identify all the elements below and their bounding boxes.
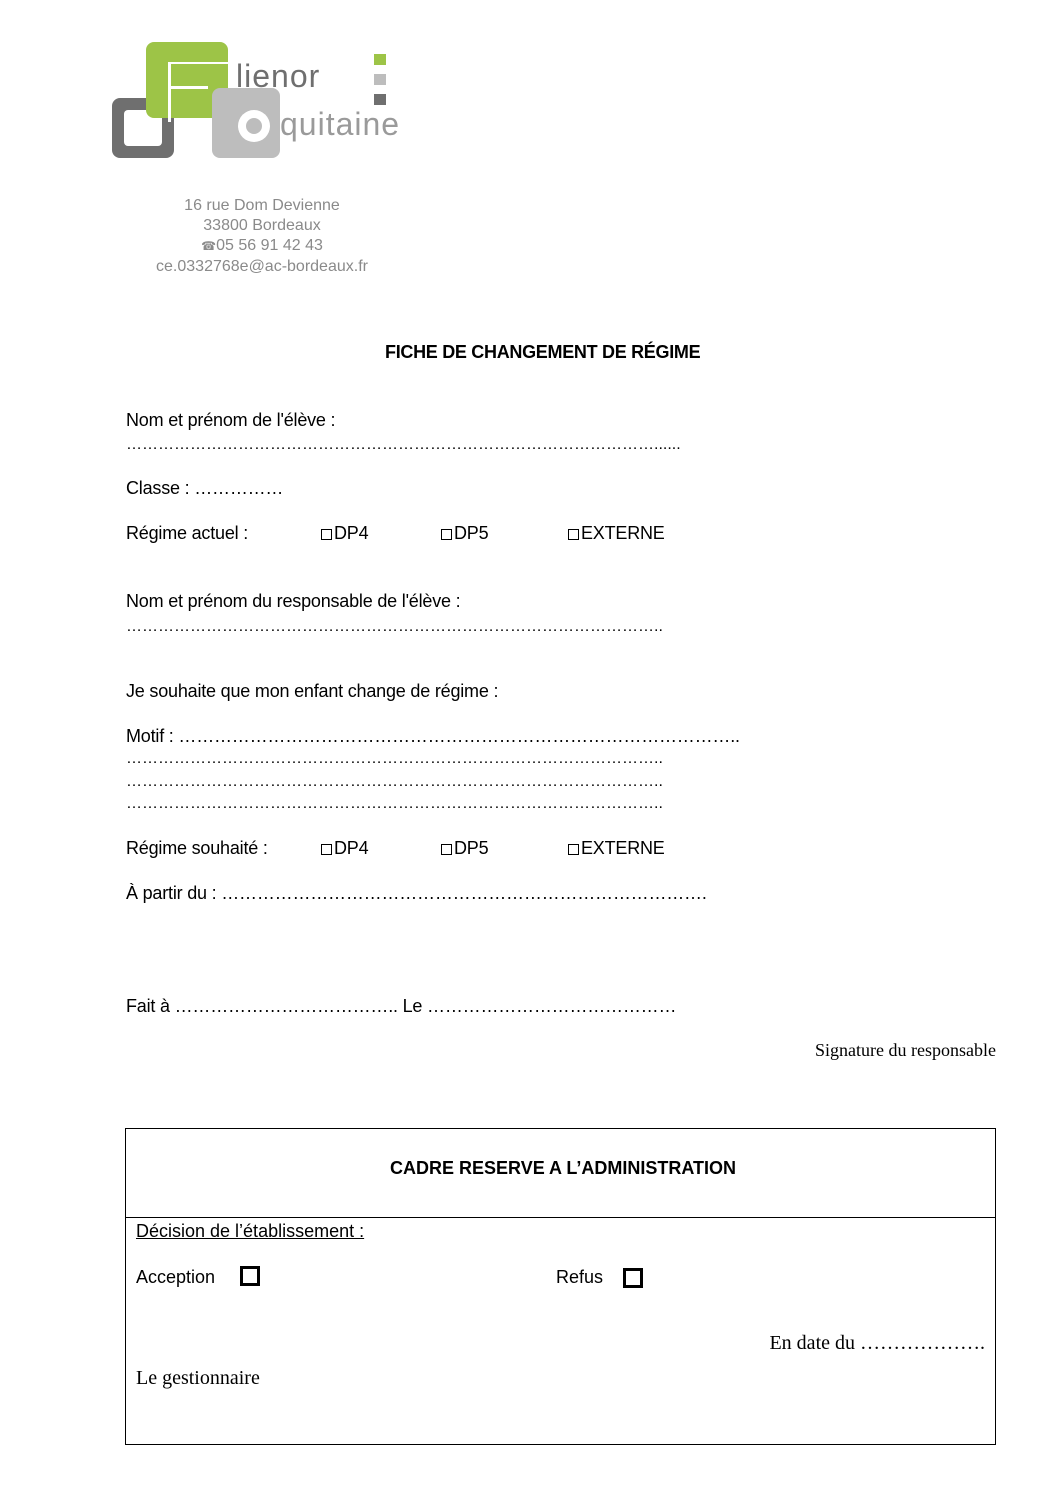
admin-divider [126, 1217, 995, 1218]
checkbox-icon[interactable] [568, 529, 579, 540]
option-label: DP5 [454, 523, 489, 543]
checkbox-icon[interactable] [568, 844, 579, 855]
address-phone [132, 237, 392, 255]
logo-text-line1: lienor [236, 58, 321, 94]
current-regime-dp4[interactable] [321, 523, 368, 544]
checkbox-icon[interactable] [441, 844, 452, 855]
signature-label: Signature du responsable [815, 1040, 996, 1060]
admin-section [125, 1128, 996, 1445]
accept-checkbox[interactable] [240, 1266, 260, 1286]
guardian-name-label: Nom et prénom du responsable de l'élève : [126, 591, 461, 611]
option-label: DP4 [334, 523, 369, 543]
phone-icon: ☎ [201, 239, 217, 253]
admin-title: CADRE RESERVE A L’ADMINISTRATION [390, 1158, 737, 1178]
reason-line-2[interactable]: ……………………………………………………………………………………….. [126, 773, 663, 790]
change-wish-label: Je souhaite que mon enfant change de régime : [126, 681, 499, 701]
manager-label: Le gestionnaire [136, 1367, 260, 1389]
student-name-label: Nom et prénom de l'élève : [126, 410, 336, 430]
decision-label: Décision de l’établissement : [136, 1221, 365, 1241]
admin-date-field[interactable]: En date du ………………. [769, 1332, 985, 1354]
reason-line-3[interactable]: ……………………………………………………………………………………….. [126, 795, 663, 812]
from-date-field[interactable]: À partir du : ………………………………………………………………………. [126, 883, 707, 903]
form-title: FICHE DE CHANGEMENT DE RÉGIME [385, 342, 701, 362]
address-city: 33800 Bordeaux [203, 217, 321, 234]
phone-number: 05 56 91 42 43 [216, 237, 323, 254]
made-at-field[interactable]: Fait à ……………………………….. Le …………………………………… [126, 996, 677, 1016]
refuse-checkbox[interactable] [623, 1268, 643, 1288]
reason-line-1[interactable]: ……………………………………………………………………………………….. [126, 750, 663, 767]
current-regime-externe[interactable] [568, 523, 665, 544]
option-label: DP5 [454, 838, 489, 858]
logo-text-line2: quitaine [280, 106, 401, 142]
option-label: EXTERNE [581, 523, 665, 543]
refuse-label: Refus [556, 1267, 604, 1287]
current-regime-label: Régime actuel : [126, 523, 249, 543]
checkbox-icon[interactable] [321, 529, 332, 540]
accept-option[interactable] [136, 1267, 215, 1288]
wished-regime-externe[interactable] [568, 838, 665, 859]
class-field[interactable]: Classe : …………… [126, 478, 284, 498]
address-street: 16 rue Dom Devienne [184, 197, 340, 214]
checkbox-icon[interactable] [441, 529, 452, 540]
wished-regime-label: Régime souhaité : [126, 838, 268, 858]
wished-regime-dp5[interactable] [441, 838, 488, 859]
wished-regime-dp4[interactable] [321, 838, 368, 859]
checkbox-icon[interactable] [321, 844, 332, 855]
current-regime-dp5[interactable] [441, 523, 488, 544]
option-label: EXTERNE [581, 838, 665, 858]
option-label: DP4 [334, 838, 369, 858]
address-email: ce.0332768e@ac-bordeaux.fr [156, 258, 368, 275]
guardian-name-field[interactable]: ……………………………………………………………………………………….. [126, 618, 663, 635]
school-logo [108, 40, 428, 165]
student-name-field[interactable]: ………………………………………………………………………………………...... [126, 436, 681, 453]
reason-field[interactable]: Motif : ………………………………………………………………………………….. [126, 726, 740, 746]
refuse-option[interactable] [556, 1267, 603, 1288]
accept-label: Acception [136, 1267, 216, 1287]
